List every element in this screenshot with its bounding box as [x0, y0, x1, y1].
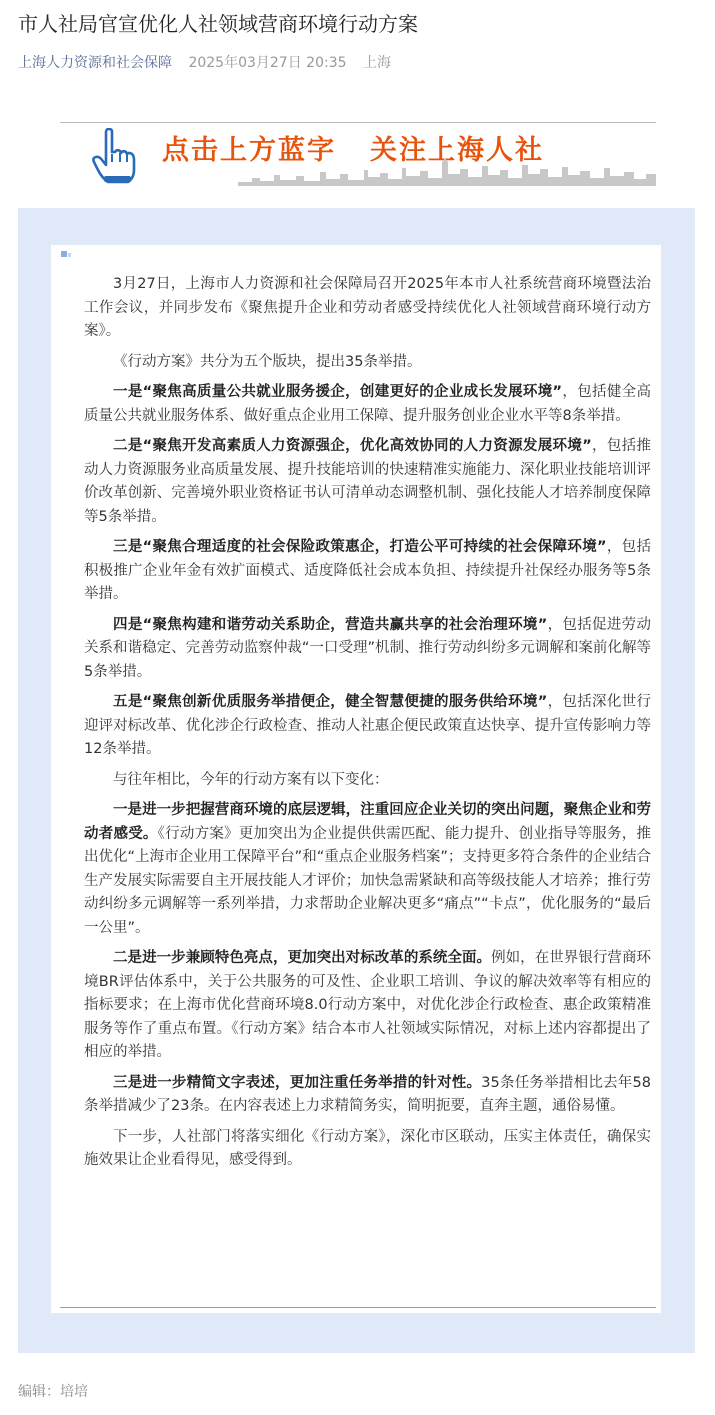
paragraph-8: 与往年相比，今年的行动方案有以下变化： — [113, 771, 389, 788]
paragraph-5 — [84, 536, 651, 607]
paragraph-10-heading: 二是进一步兼顾特色亮点，更加突出对标改革的系统全面。 — [113, 950, 492, 966]
paragraph-4-heading: 二是“聚焦开发高素质人力资源强企，优化高效协同的人力资源发展环境” — [113, 438, 592, 454]
account-name-link[interactable]: 上海人力资源和社会保障 — [18, 55, 172, 71]
paragraph-12: 下一步，人社部门将落实细化《行动方案》，深化市区联动，压实主体责任，确保实施效果让企业看得见，感受得到。 — [84, 1128, 651, 1168]
article-meta — [18, 53, 391, 73]
follow-banner[interactable] — [60, 122, 656, 188]
paragraph-6-text: ，包括促进劳动关系和谐稳定、完善劳动监察仲裁“一口受理”机制、推行劳动纠纷多元调解和案前化解等5条举措。 — [84, 616, 652, 680]
paragraph-3 — [84, 381, 651, 428]
paragraph-11-text: 35条任务举措相比去年58条举措减少了23条。在内容表述上力求精简务实，简明扼要，直奔主题，通俗易懂。 — [84, 1074, 651, 1114]
paragraph-10 — [84, 947, 651, 1065]
paragraph-2: 《行动方案》共分为五个版块，提出35条举措。 — [113, 353, 422, 370]
paragraph-6 — [84, 614, 651, 685]
paragraph-3-text: ，包括健全高质量公共就业服务体系、做好重点企业用工保障、提升服务创业企业水平等8条举措。 — [84, 384, 651, 424]
publish-date: 2025年03月27日 20:35 — [188, 55, 347, 71]
slogan-part-2: 关注上海人社 — [370, 135, 544, 166]
city-skyline-graphic — [238, 156, 656, 186]
paragraph-5-heading: 三是“聚焦合理适度的社会保险政策惠企，打造公平可持续的社会保障环境” — [113, 539, 607, 555]
article-title: 市人社局官宣优化人社领域营商环境行动方案 — [18, 12, 418, 36]
paragraph-11 — [84, 1072, 651, 1119]
paragraph-9 — [84, 799, 651, 940]
publish-location: 上海 — [362, 55, 391, 71]
paragraph-10-text: 例如，在世界银行营商环境BR评估体系中，关于公共服务的可及性、企业职工培训、争议的解决效率等有相应的指标要求；在上海市优化营商环境8.0行动方案中，对优化涉企行政检查、惠企政策精准服务等作了重点布置。《行动方案》结合本市人社领域实际情况，对标上述内容都提出了相应的举措。 — [84, 950, 652, 1060]
paragraph-3-heading: 一是“聚焦高质量公共就业服务援企，创建更好的企业成长发展环境” — [113, 384, 563, 400]
paragraph-7-text: ，包括深化世行迎评对标改革、优化涉企行政检查、推动人社惠企便民政策直达快享、提升宣传影响力等12条举措。 — [84, 694, 652, 757]
editor-credit: 编辑：培培 — [18, 1384, 88, 1400]
paragraph-9-text: 《行动方案》更加突出为企业提供供需匹配、能力提升、创业指导等服务，推出优化“上海市企业用工保障平台”和“重点企业服务档案”；支持更多符合条件的企业结合生产发展实际需要自主开展技能人才评价；加快急需紧缺和高等级技能人才培养；推行劳动纠纷多元调解等一系列举措，力求帮助企业解决更多“痛点”“卡点”，优化服务的“最后一公里”。 — [84, 825, 652, 936]
paragraph-7-heading: 五是“聚焦创新优质服务举措便企，健全智慧便捷的服务供给环境” — [113, 694, 548, 710]
paragraph-4-text: ，包括推动人力资源服务业高质量发展、提升技能培训的快速精准实施能力、深化职业技能培训评价改革创新、完善境外职业资格证书认可清单动态调整机制、强化技能人才培养制度保障等5条举措。 — [84, 438, 652, 525]
article-body — [84, 273, 651, 1180]
paragraph-9-heading: 一是进一步把握营商环境的底层逻辑，注重回应企业关切的突出问题，聚焦企业和劳动者感受。 — [84, 802, 651, 842]
card-bottom-divider — [60, 1307, 656, 1308]
slogan-part-1: 点击上方蓝字 — [162, 135, 336, 166]
paragraph-11-heading: 三是进一步精简文字表述，更加注重任务举措的针对性。 — [113, 1074, 482, 1091]
paragraph-1: 3月27日，上海市人力资源和社会保障局召开2025年本市人社系统营商环境暨法治工作会议，并同步发布《聚焦提升企业和劳动者感受持续优化人社领域营商环境行动方案》。 — [84, 276, 651, 339]
card-corner-decoration — [61, 251, 71, 257]
banner-divider — [60, 122, 656, 123]
article-panel — [18, 208, 695, 1353]
article-card — [51, 245, 661, 1313]
paragraph-7 — [84, 691, 651, 762]
paragraph-4 — [84, 435, 651, 529]
paragraph-6-heading: 四是“聚焦构建和谐劳动关系助企，营造共赢共享的社会治理环境” — [113, 616, 548, 633]
paragraph-5-text: ，包括积极推广企业年金有效扩面模式、适度降低社会成本负担、持续提升社保经办服务等5条举措。 — [84, 539, 651, 602]
pointing-hand-icon — [90, 128, 136, 184]
